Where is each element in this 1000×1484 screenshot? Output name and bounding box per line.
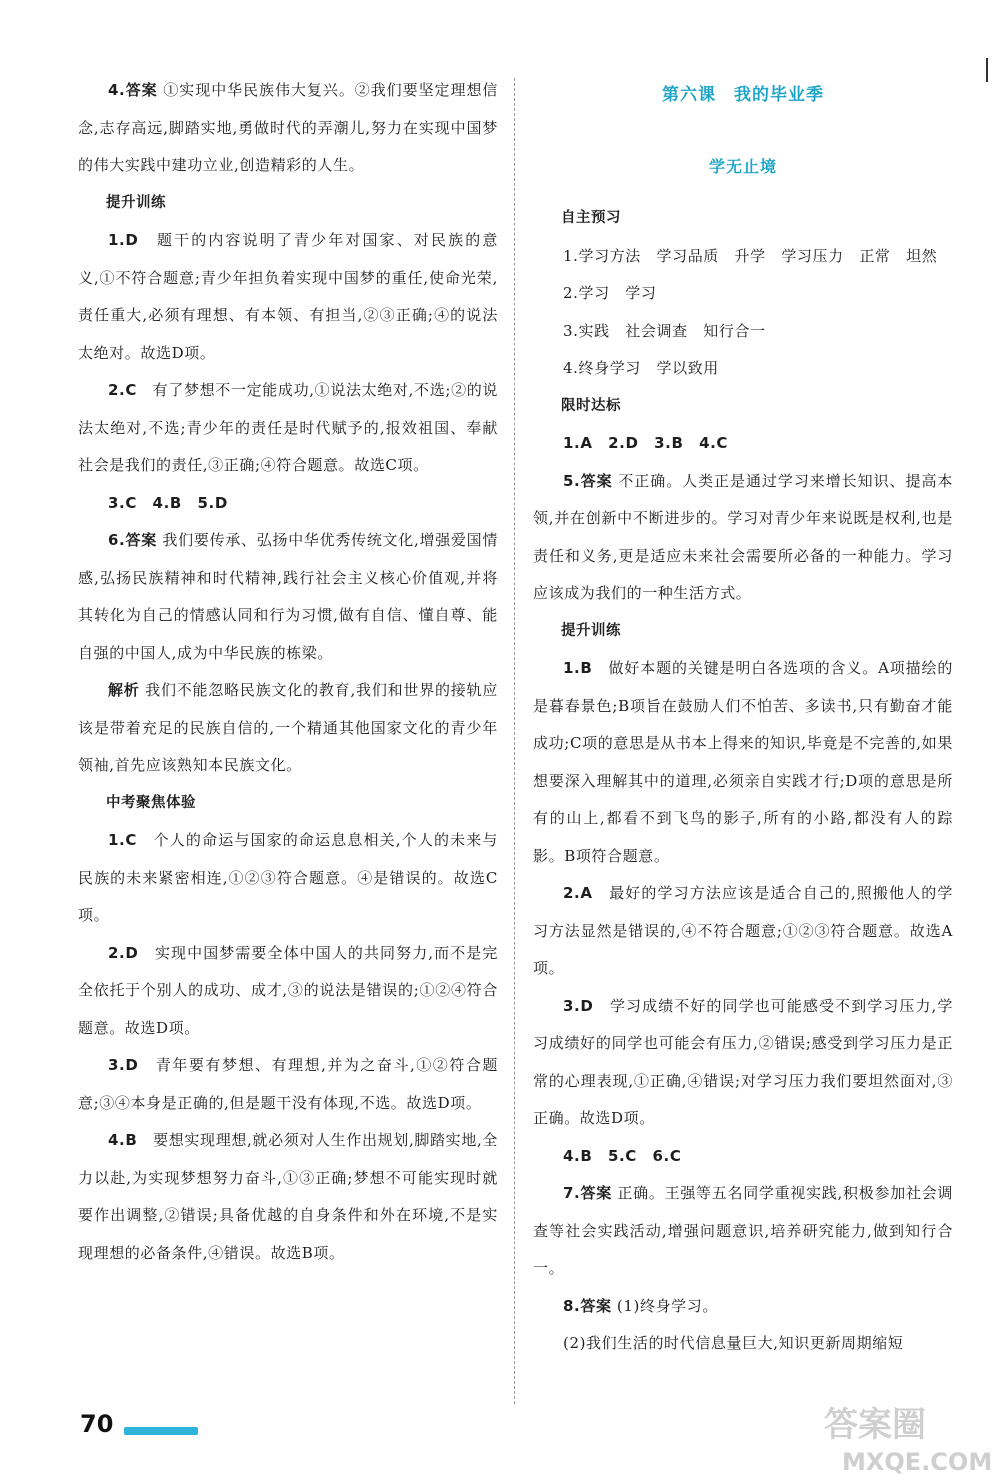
- section-subtitle: 学无止境: [708, 157, 777, 176]
- answer-xs1234: 1.A 2.D 3.B 4.C: [563, 434, 729, 452]
- answer-zz4: 4.终身学习 学以致用: [563, 359, 719, 377]
- watermark-line2: MXQE.COM: [842, 1448, 992, 1476]
- answer-zz3: 3.实践 社会调查 知行合一: [563, 321, 766, 340]
- lesson-title: 第六课 我的毕业季: [662, 85, 824, 105]
- watermark-line1: 答案圈: [824, 1405, 926, 1445]
- answer-t1: 1.D 题干的内容说明了青少年对国家、对民族的意义,①不符合题意;青少年担负着实现中国梦的重任,使命光荣,责任重大,必须有理想、有本领、有担当,②③正确;④的说法太绝对。故选D项。: [78, 231, 498, 362]
- section-heading-tisheng-right: 提升训练: [561, 622, 621, 639]
- answer-z2: 2.D 实现中国梦需要全体中国人的共同努力,而不是完全依托于个别人的成功、成才,③的说法是错误的;①②④符合题意。故选D项。: [78, 943, 498, 1037]
- page-number-bar: [124, 1427, 198, 1435]
- left-column: [78, 72, 498, 1272]
- section-heading-tisheng: 提升训练: [106, 194, 166, 211]
- page-edge-mark: [986, 58, 988, 82]
- answer-r7: 7.答案 正确。王强等五名同学重视实践,积极参加社会调查等社会实践活动,增强问题意识,培养研究能力,做到知行合一。: [533, 1184, 953, 1277]
- section-heading-zhongkao: 中考聚焦体验: [106, 794, 196, 811]
- answer-z1: 1.C 个人的命运与国家的命运息息相关,个人的未来与民族的未来紧密相连,①②③符合题意。④是错误的。故选C项。: [78, 831, 498, 924]
- answer-t6: 6.答案 我们要传承、弘扬中华优秀传统文化,增强爱国情感,弘扬民族精神和时代精神,践行社会主义核心价值观,并将其转化为自己的情感认同和行为习惯,做有自信、懂自尊、能自强的中国人,成为中华民族的栋梁。: [78, 531, 498, 662]
- page-number: 70: [80, 1410, 114, 1438]
- right-column: [533, 72, 953, 1363]
- answer-q4: 4.答案 ①实现中华民族伟大复兴。②我们要坚定理想信念,志存高远,脚踏实地,勇做时代的弄潮儿,努力在实现中国梦的伟大实践中建功立业,创造精彩的人生。: [78, 81, 499, 174]
- answer-r456: 4.B 5.C 6.C: [563, 1146, 682, 1165]
- answer-zz1: 1.学习方法 学习品质 升学 学习压力 正常 坦然: [563, 246, 938, 265]
- section-heading-zizhu: 自主预习: [561, 210, 621, 226]
- answer-z4: 4.B 要想实现理想,就必须对人生作出规划,脚踏实地,全力以赴,为实现梦想努力奋斗,①③正确;梦想不可能实现时就要作出调整,②错误;具备优越的自身条件和外在环境,不是实现理想的必备条件,④错误。故选B项。: [78, 1131, 498, 1262]
- analysis-t6: 解析 我们不能忽略民族文化的教育,我们和世界的接轨应该是带着充足的民族自信的,一个精通其他国家文化的青少年领袖,首先应该熟知本民族文化。: [78, 681, 498, 774]
- answer-r1: 1.B 做好本题的关键是明白各选项的含义。A项描绘的是暮春景色;B项旨在鼓励人们不怕苦、多读书,只有勤奋才能成功;C项的意思是从书本上得来的知识,毕竟是不完善的,如果想要深入理解其中的道理,必须亲自实践才行;D项的意思是所有的山上,都看不到飞鸟的影子,所有的小路,都没有人的踪影。B项符合题意。: [533, 659, 953, 865]
- column-divider: [514, 78, 515, 1404]
- answer-r2: 2.A 最好的学习方法应该是适合自己的,照搬他人的学习方法显然是错误的,④不符合题意;①②③符合题意。故选A项。: [533, 884, 953, 977]
- answer-z3: 3.D 青年要有梦想、有理想,并为之奋斗,①②符合题意;③④本身是正确的,但是题干没有体现,不选。故选D项。: [78, 1056, 498, 1112]
- answer-r3: 3.D 学习成绩不好的同学也可能感受不到学习压力,学习成绩好的同学也可能会有压力,②错误;感受到学习压力是正常的心理表现,①正确,④错误;对学习压力我们要坦然面对,③正确。故选D项。: [533, 996, 953, 1127]
- watermark-logo: [812, 1390, 992, 1480]
- section-heading-xianshi: 限时达标: [561, 397, 621, 414]
- answer-t2: 2.C 有了梦想不一定能成功,①说法太绝对,不选;②的说法太绝对,不选;青少年的责任是时代赋予的,报效祖国、奉献社会是我们的责任,③正确;④符合题意。故选C项。: [78, 381, 498, 474]
- answer-zz2: 2.学习 学习: [563, 284, 657, 302]
- answer-r8-part2: (2)我们生活的时代信息量巨大,知识更新周期缩短: [563, 1334, 904, 1352]
- answer-xs5: 5.答案 不正确。人类正是通过学习来增长知识、提高本领,并在创新中不断进步的。学习对青少年来说既是权利,也是责任和义务,更是适应未来社会需要所必备的一种能力。学习应该成为我们的一种生活方式。: [533, 471, 954, 602]
- answer-t345: 3.C 4.B 5.D: [108, 493, 228, 512]
- answer-r8: 8.答案 (1)终身学习。: [563, 1296, 718, 1315]
